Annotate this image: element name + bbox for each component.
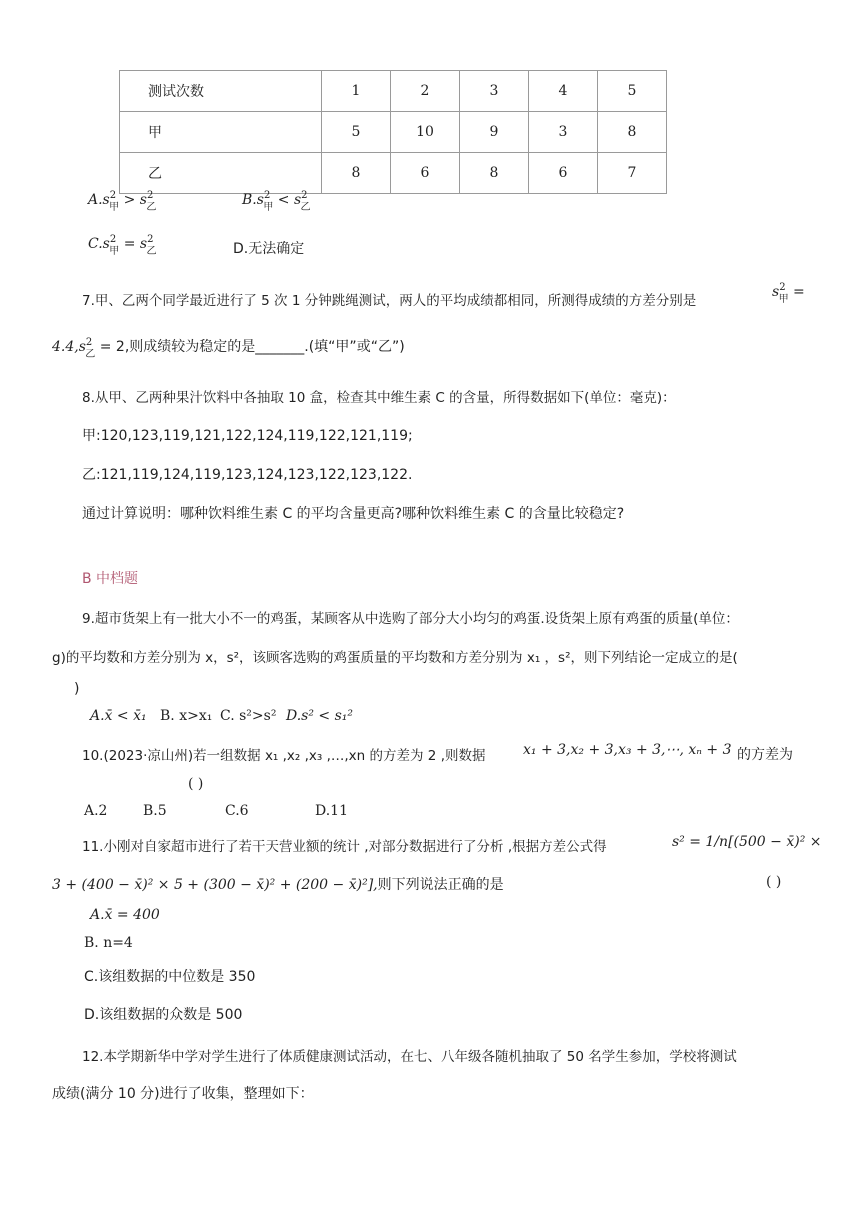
table-cell: 甲	[120, 112, 322, 153]
q6-option-a: $A.s^2_甲 > s^2_乙$	[88, 190, 157, 213]
q7-variance-jia: $s^2_甲$ =	[772, 282, 805, 305]
q11-line2: 3 + (400 − x̄)² × 5 + (300 − x̄)² + (200 − x̄)²],则下列说法正确的是	[52, 877, 504, 893]
q12-line1: 12.本学期新华中学对学生进行了体质健康测试活动，在七、八年级各随机抽取了 50 名学生参加，学校将测试	[82, 1049, 737, 1065]
table-cell: 4	[529, 71, 598, 112]
q11-paren: ( )	[766, 874, 782, 890]
q8-line2: 甲:120,123,119,121,122,124,119,122,121,119;	[82, 428, 413, 444]
table-cell: 8	[322, 153, 391, 194]
q10-option-a: A.2	[84, 803, 108, 819]
q11-option-c: C.该组数据的中位数是 350	[84, 969, 256, 985]
table-cell: 5	[322, 112, 391, 153]
table-row	[120, 112, 667, 153]
q11-formula: s² = 1/n[(500 − x̄)² ×	[672, 834, 822, 850]
table-cell: 乙	[120, 153, 322, 194]
q10-math: x₁ + 3,x₂ + 3,x₃ + 3,⋯, xₙ + 3	[523, 742, 732, 758]
table-cell: 7	[598, 153, 667, 194]
q8-line3: 乙:121,119,124,119,123,124,123,122,123,122.	[82, 467, 413, 483]
table-cell: 3	[529, 112, 598, 153]
table-cell: 5	[598, 71, 667, 112]
q9-line2: g)的平均数和方差分别为 x，s²，该顾客选购的鸡蛋质量的平均数和方差分别为 x₁ ，s²，则下列结论一定成立的是(	[52, 650, 738, 666]
score-table	[119, 70, 667, 194]
table-cell: 10	[391, 112, 460, 153]
q10-line1-end: 的方差为	[737, 747, 793, 763]
table-cell: 测试次数	[120, 71, 322, 112]
table-row	[120, 71, 667, 112]
q8-line4: 通过计算说明：哪种饮料维生素 C 的平均含量更高?哪种饮料维生素 C 的含量比较稳定?	[82, 506, 625, 522]
q10-option-b: B.5	[143, 803, 167, 819]
q7-line2: $4.4,s^2_乙 = 2$,则成绩较为稳定的是_______.(填“甲”或“乙”)	[52, 337, 405, 360]
table-cell: 3	[460, 71, 529, 112]
table-cell: 2	[391, 71, 460, 112]
q6-option-c: $C.s^2_甲 = s^2_乙$	[88, 234, 157, 257]
q12-line2: 成绩(满分 10 分)进行了收集，整理如下：	[52, 1086, 314, 1102]
table-cell: 8	[460, 153, 529, 194]
q11-option-d: D.该组数据的众数是 500	[84, 1007, 243, 1023]
q9-line1: 9.超市货架上有一批大小不一的鸡蛋，某顾客从中选购了部分大小均匀的鸡蛋.设货架上原有鸡蛋的质量(单位：	[82, 611, 739, 627]
q10-line1: 10.(2023·凉山州)若一组数据 x₁ ,x₂ ,x₃ ,…,xn 的方差为 2 ,则数据	[82, 748, 486, 764]
q10-option-d: D.11	[315, 803, 348, 819]
q6-option-b: $B.s^2_甲 < s^2_乙$	[242, 190, 311, 213]
q6-option-d: D.无法确定	[233, 241, 305, 257]
q11-option-a: A.x̄ = 400	[90, 907, 160, 923]
q7-line1: 7.甲、乙两个同学最近进行了 5 次 1 分钟跳绳测试，两人的平均成绩都相同，所测得成绩的方差分别是	[82, 293, 697, 309]
table-cell: 8	[598, 112, 667, 153]
q11-line1: 11.小刚对自家超市进行了若干天营业额的统计 ,对部分数据进行了分析 ,根据方差公式得	[82, 839, 607, 855]
q11-option-b: B. n=4	[84, 935, 133, 951]
table-cell: 1	[322, 71, 391, 112]
q9-option-b: B. x>x₁	[160, 708, 213, 724]
q9-option-a: A.x̄ < x̄₁	[90, 708, 147, 724]
table-cell: 6	[529, 153, 598, 194]
table-cell: 6	[391, 153, 460, 194]
q10-option-c: C.6	[225, 803, 249, 819]
q9-line3: )	[74, 681, 80, 697]
q10-paren: ( )	[188, 776, 204, 792]
q8-line1: 8.从甲、乙两种果汁饮料中各抽取 10 盒，检查其中维生素 C 的含量，所得数据如下(单位：毫克)：	[82, 390, 676, 406]
q9-option-c: C. s²>s²	[220, 708, 277, 724]
table-cell: 9	[460, 112, 529, 153]
section-title: B 中档题	[82, 571, 139, 587]
q9-option-d: D.s² < s₁²	[286, 708, 354, 724]
table-row	[120, 153, 667, 194]
